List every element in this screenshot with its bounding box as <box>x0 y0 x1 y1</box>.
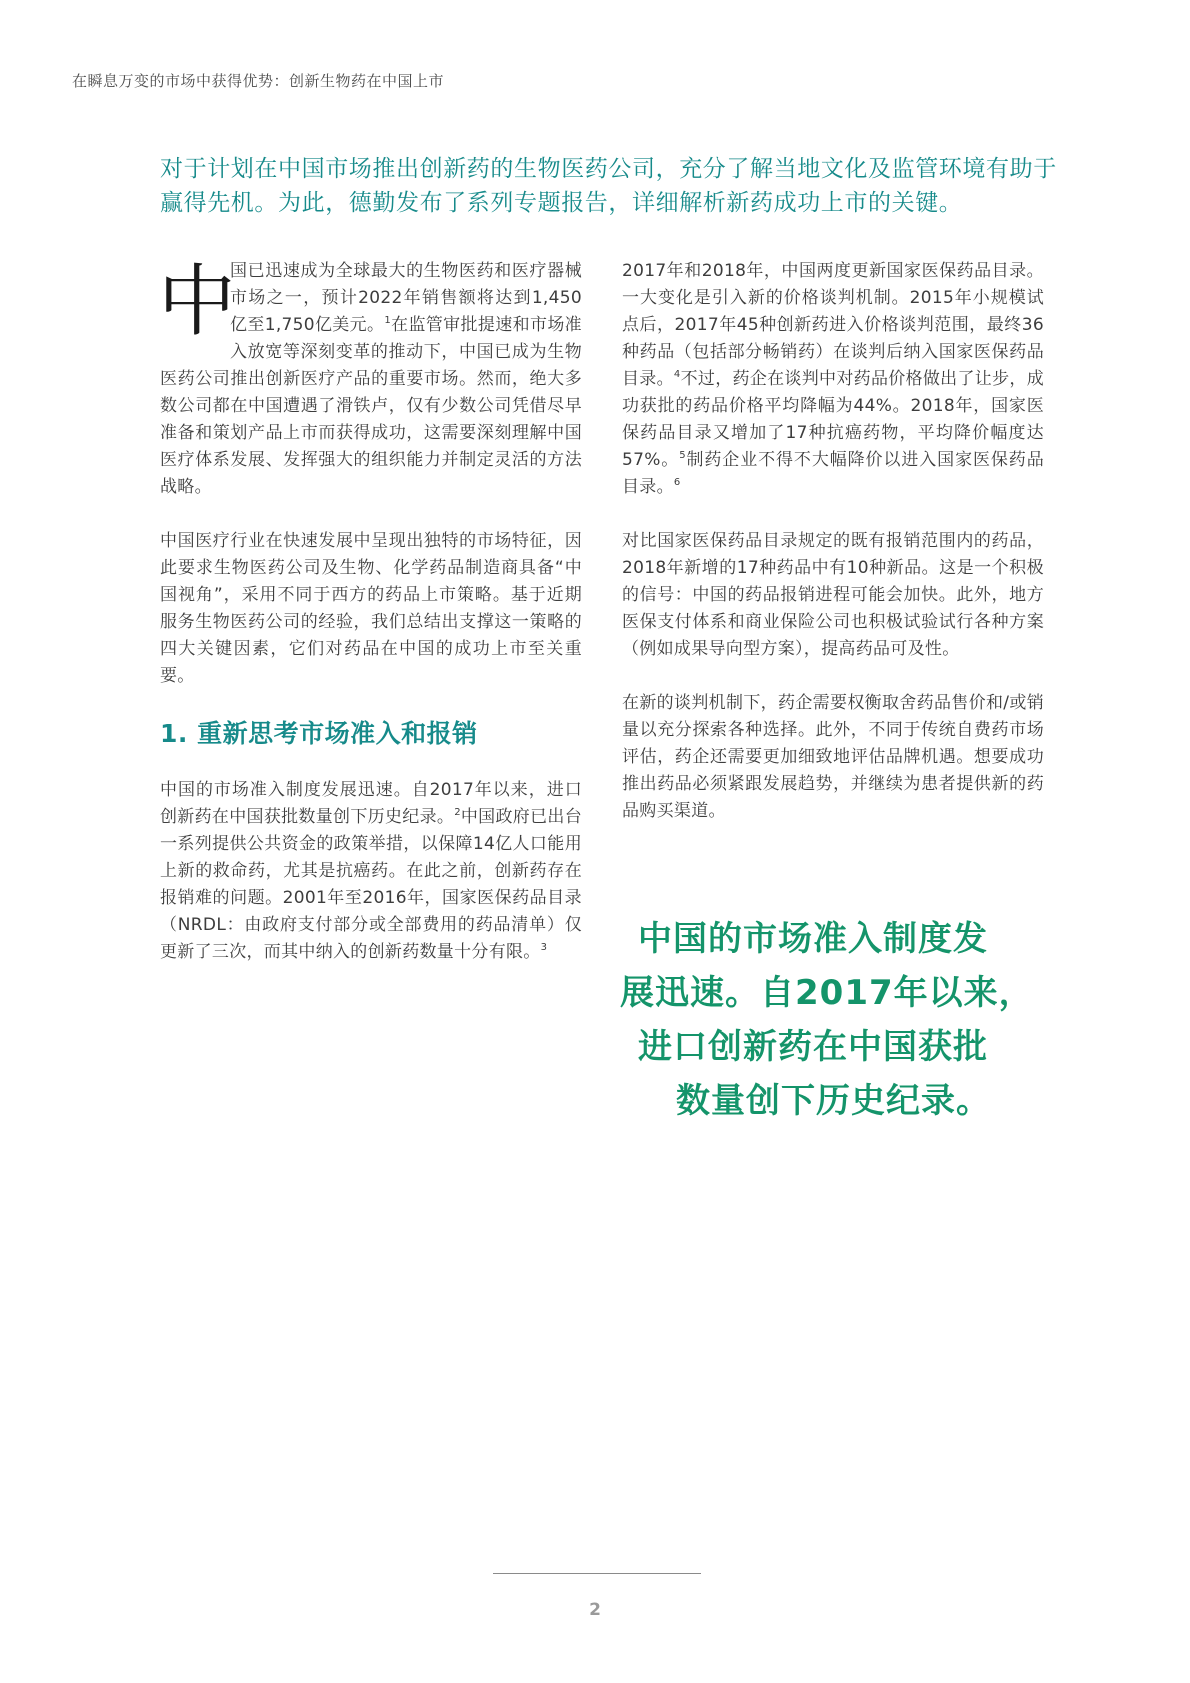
footnote-ref: 6 <box>673 477 681 488</box>
pull-quote-line: 中国的市场准入制度发 <box>638 919 988 959</box>
left-paragraph-1 <box>160 258 582 501</box>
left-column <box>160 258 582 993</box>
left-paragraph-2: 中国医疗行业在快速发展中呈现出独特的市场特征，因此要求生物医药公司及生物、化学药品制造商具备“中国视角”，采用不同于西方的药品上市策略。基于近期服务生物医药公司的经验，我们总结出支撑这一策略的四大关键因素，它们对药品在中国的成功上市至关重要。 <box>160 531 582 686</box>
section-heading: 1. 重新思考市场准入和报销 <box>160 719 478 748</box>
right-paragraph-1 <box>622 258 1044 501</box>
pull-quote <box>620 912 1040 1128</box>
running-header: 在瞬息万变的市场中获得优势：创新生物药在中国上市 <box>72 72 445 90</box>
right-p1-text-b: 不过，药企在谈判中对药品价格做出了让步，成功获批的药品价格平均降幅为44%。2018年，国家医保药品目录又增加了17种抗癌药物，平均降价幅度达57%。 <box>622 369 1044 470</box>
intro-text: 对于计划在中国市场推出创新药的生物医药公司，充分了解当地文化及监管环境有助于赢得先机。为此，德勤发布了系列专题报告，详细解析新药成功上市的关键。 <box>160 156 1057 216</box>
left-p1-text-a: 国已迅速成为全球最大的生物医药和医疗器械市场之一，预计2022年销售额将达到1,450亿至1,750亿美元。 <box>230 261 582 335</box>
right-paragraph-2: 对比国家医保药品目录规定的既有报销范围内的药品，2018年新增的17种药品中有10种新品。这是一个积极的信号：中国的药品报销进程可能会加快。此外，地方医保支付体系和商业保险公司也积极试验试行各种方案（例如成果导向型方案），提高药品可及性。 <box>622 531 1044 659</box>
right-column <box>622 258 1044 852</box>
pull-quote-line: 进口创新药在中国获批 <box>638 1027 988 1067</box>
right-paragraph-3: 在新的谈判机制下，药企需要权衡取舍药品售价和/或销量以充分探索各种选择。此外，不同于传统自费药市场评估，药企还需要更加细致地评估品牌机遇。想要成功推出药品必须紧跟发展趋势，并继续为患者提供新的药品购买渠道。 <box>622 693 1044 821</box>
footnote-ref: 2 <box>454 807 461 818</box>
footnote-ref: 3 <box>540 942 548 953</box>
pull-quote-line: 展迅速。自2017年以来， <box>620 973 1034 1013</box>
pull-quote-line: 数量创下历史纪录。 <box>676 1081 991 1121</box>
page-number: 2 <box>589 1600 601 1620</box>
left-p1-text-b: 在监管审批提速和市场准入放宽等深刻变革的推动下，中国已成为生物医药公司推出创新医疗产品的重要市场。然而，绝大多数公司都在中国遭遇了滑铁卢，仅有少数公司凭借尽早准备和策划产品上市而获得成功，这需要深刻理解中国医疗体系发展、发挥强大的组织能力并制定灵活的方法战略。 <box>160 315 582 497</box>
drop-cap: 中 <box>158 257 237 347</box>
footnote-ref: 1 <box>384 315 392 326</box>
left-p3-text-a: 中国的市场准入制度发展迅速。自2017年以来，进口创新药在中国获批数量创下历史纪录。 <box>160 780 582 827</box>
footnote-ref: 5 <box>679 450 686 461</box>
left-p3-text-b: 中国政府已出台一系列提供公共资金的政策举措，以保障14亿人口能用上新的救命药，尤其是抗癌药。在此之前，创新药存在报销难的问题。2001年至2016年，国家医保药品目录（NRDL：由政府支付部分或全部费用的药品清单）仅更新了三次，而其中纳入的创新药数量十分有限。 <box>160 807 582 962</box>
right-p1-text-c: 制药企业不得不大幅降价以进入国家医保药品目录。 <box>622 450 1044 497</box>
footer-divider <box>493 1573 701 1574</box>
intro-paragraph <box>160 152 1060 220</box>
left-paragraph-3 <box>160 777 582 966</box>
right-p1-text-a: 2017年和2018年，中国两度更新国家医保药品目录。一大变化是引入新的价格谈判机制。2015年小规模试点后，2017年45种创新药进入价格谈判范围，最终36种药品（包括部分畅销药）在谈判后纳入国家医保药品目录。 <box>622 261 1044 389</box>
footnote-ref: 4 <box>673 369 681 380</box>
